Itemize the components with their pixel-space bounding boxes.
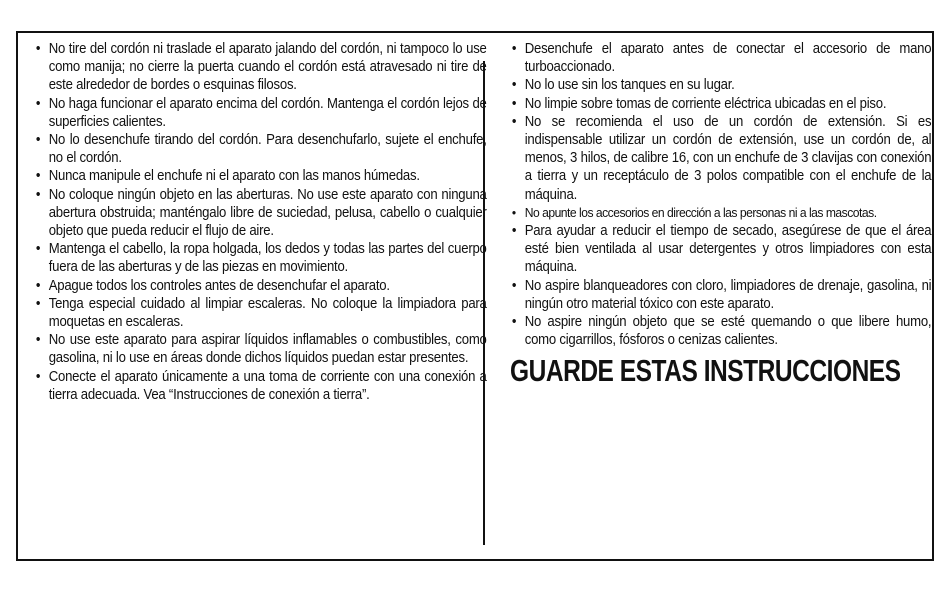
list-item: • No lo desenchufe tirando del cordón. Para desenchufarlo, sujete el enchufe, no el cordón.	[34, 131, 487, 167]
save-instructions-heading: GUARDE ESTAS INSTRUCCIONES	[510, 353, 901, 389]
list-item: • No haga funcionar el aparato encima del cordón. Mantenga el cordón lejos de superficies calientes.	[34, 95, 487, 131]
right-column	[510, 40, 931, 389]
list-item: • Tenga especial cuidado al limpiar escaleras. No coloque la limpiadora para moquetas en escaleras.	[34, 295, 487, 331]
list-item: • Mantenga el cabello, la ropa holgada, los dedos y todas las partes del cuerpo fuera de las aberturas y de las piezas en movimiento.	[34, 240, 487, 276]
instructions-box	[16, 31, 934, 561]
column-divider	[483, 61, 485, 545]
list-item: • No aspire ningún objeto que se esté quemando o que libere humo, como cigarrillos, fósforos o cenizas calientes.	[510, 313, 931, 349]
list-item: • No tire del cordón ni traslade el aparato jalando del cordón, ni tampoco lo use como manija; no cierre la puerta cuando el cordón está atravesado ni tire de este alrededor de bordes o esquinas filosos.	[34, 40, 487, 95]
list-item: • Nunca manipule el enchufe ni el aparato con las manos húmedas.	[34, 167, 487, 185]
list-item: • Apague todos los controles antes de desenchufar el aparato.	[34, 277, 487, 295]
left-column	[34, 40, 487, 404]
list-item: • No aspire blanqueadores con cloro, limpiadores de drenaje, gasolina, ni ningún otro material tóxico con este aparato.	[510, 277, 931, 313]
list-item: • Para ayudar a reducir el tiempo de secado, asegúrese de que el área esté bien ventilada al usar detergentes y otros limpiadores con esta máquina.	[510, 222, 931, 277]
list-item: • No limpie sobre tomas de corriente eléctrica ubicadas en el piso.	[510, 95, 931, 113]
list-item: • No coloque ningún objeto en las aberturas. No use este aparato con ninguna abertura obstruida; manténgalo libre de suciedad, pelusa, cabello o cualquier objeto que pueda reducir el flujo de aire.	[34, 186, 487, 241]
list-item: • No se recomienda el uso de un cordón de extensión. Si es indispensable utilizar un cordón de extensión, use un cordón de, al menos, 3 hilos, de calibre 16, con un enchufe de 3 clavijas con conexión a tierra y un receptáculo de 3 polos compatible con el enchufe de la máquina.	[510, 113, 931, 204]
list-item: • No use este aparato para aspirar líquidos inflamables o combustibles, como gasolina, ni lo use en áreas donde dichos líquidos puedan estar presentes.	[34, 331, 487, 367]
list-item: • No apunte los accesorios en dirección a las personas ni a las mascotas.	[510, 204, 931, 222]
list-item: • No lo use sin los tanques en su lugar.	[510, 76, 931, 94]
list-item: • Conecte el aparato únicamente a una toma de corriente con una conexión a tierra adecuada. Vea “Instrucciones de conexión a tierra”.	[34, 368, 487, 404]
list-item: • Desenchufe el aparato antes de conectar el accesorio de mano turboaccionado.	[510, 40, 931, 76]
